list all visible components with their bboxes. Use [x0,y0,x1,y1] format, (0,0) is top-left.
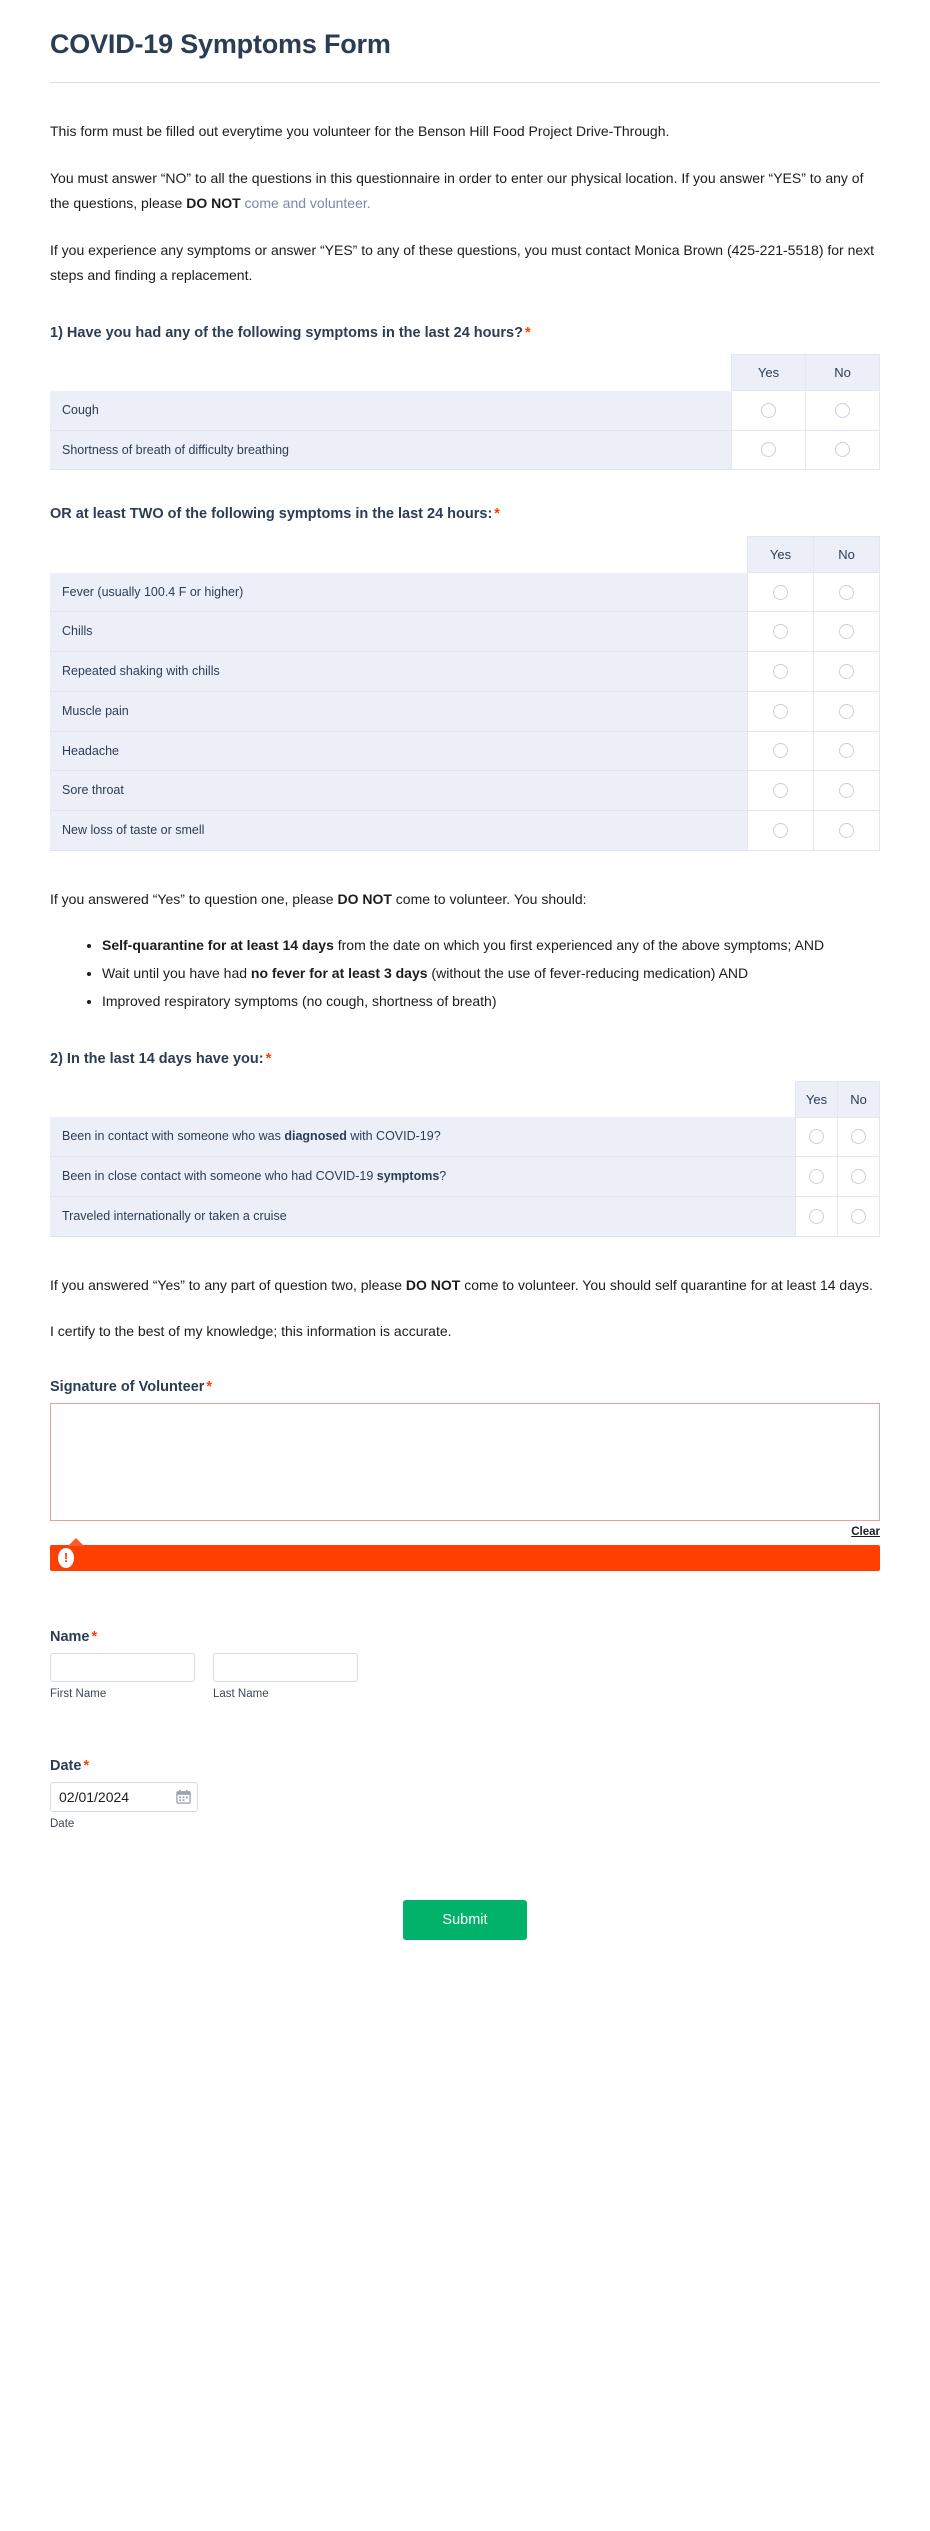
radio-button-icon[interactable] [773,783,788,798]
first-name-group [50,1653,195,1700]
advice-list [50,933,880,1015]
row-label: Fever (usually 100.4 F or higher) [50,573,748,612]
radio-cell-yes[interactable] [748,612,814,652]
matrix-header-row [50,537,880,573]
row-label: Cough [50,391,732,430]
table-row [50,811,880,851]
radio-cell-no[interactable] [814,573,880,612]
question-2-required: * [265,1051,272,1068]
radio-cell-no[interactable] [806,391,880,430]
table-row [50,1157,880,1197]
row-2-pre: Traveled internationally or taken a cruise [62,1208,287,1223]
date-label [50,1758,880,1774]
column-header-no: No [806,355,880,391]
name-fields-row [50,1653,880,1700]
question-1b-label [50,504,880,526]
table-row [50,652,880,692]
table-row [50,573,880,612]
row-label: Repeated shaking with chills [50,652,748,692]
submit-button[interactable]: Submit [403,1900,527,1940]
matrix-header-row [50,355,880,391]
signature-canvas[interactable] [50,1403,880,1521]
radio-cell-yes[interactable] [748,771,814,811]
radio-cell-yes[interactable] [732,391,806,430]
row-0-bold: diagnosed [284,1129,347,1144]
radio-button-icon[interactable] [761,442,776,457]
row-0-post: with COVID-19? [346,1129,441,1144]
calendar-icon[interactable] [176,1789,191,1804]
matrix-corner [50,1081,796,1117]
closing-p1-part-a: If you answered “Yes” to any part of question two, please [50,1276,406,1293]
question-2-matrix [50,1081,880,1237]
clear-signature-button[interactable]: Clear [851,1525,880,1538]
name-required: * [91,1628,98,1645]
question-1-text: 1) Have you had any of the following symptoms in the last 24 hours? [50,324,523,341]
table-row [50,731,880,771]
advice-lead [50,887,880,912]
first-name-input[interactable] [50,1653,195,1682]
date-label-text: Date [50,1757,82,1774]
intro-paragraph-2 [50,166,880,217]
radio-cell-yes[interactable] [796,1157,838,1197]
intro-paragraph-1: This form must be filled out everytime you volunteer for the Benson Hill Food Project Drive-Through. [50,123,670,140]
advice-lead-part-b: come to volunteer. You should: [391,890,587,907]
radio-cell-yes[interactable] [796,1196,838,1236]
radio-button-icon[interactable] [851,1209,866,1224]
row-label: New loss of taste or smell [50,811,748,851]
advice-item-0-rest: from the date on which you first experienced any of the above symptoms; AND [333,937,825,954]
first-name-sublabel: First Name [50,1687,107,1700]
radio-cell-no[interactable] [838,1196,880,1236]
radio-cell-no[interactable] [814,691,880,731]
row-1-post: ? [439,1169,447,1184]
radio-button-icon[interactable] [773,704,788,719]
radio-button-icon[interactable] [773,743,788,758]
row-label: Sore throat [50,771,748,811]
radio-button-icon[interactable] [835,442,850,457]
question-1b-required: * [494,506,500,523]
question-2-text: 2) In the last 14 days have you: [50,1051,264,1068]
row-label: Shortness of breath of difficulty breathing [50,430,732,470]
radio-cell-no[interactable] [838,1117,880,1156]
column-header-yes: Yes [748,537,814,573]
radio-button-icon[interactable] [839,585,854,600]
intro-p2-part-b: come and volunteer. [240,195,371,212]
radio-cell-no[interactable] [814,771,880,811]
signature-label [50,1379,880,1395]
radio-button-icon[interactable] [839,743,854,758]
list-item [102,933,880,959]
row-label: Muscle pain [50,691,748,731]
question-1-matrix [50,354,880,470]
column-header-yes: Yes [732,355,806,391]
radio-button-icon[interactable] [839,664,854,679]
question-1-label [50,323,880,345]
row-label [50,1196,796,1236]
radio-button-icon[interactable] [809,1169,824,1184]
name-label [50,1629,880,1645]
error-caret-icon [68,1538,84,1546]
table-row [50,430,880,470]
list-item [102,989,880,1015]
signature-clear-row [50,1522,880,1540]
radio-button-icon[interactable] [839,823,854,838]
radio-button-icon[interactable] [839,783,854,798]
radio-cell-no[interactable] [814,731,880,771]
list-item [102,961,880,987]
question-1b-matrix [50,536,880,851]
advice-lead-emphasis: DO NOT [337,890,392,907]
radio-cell-yes[interactable] [748,731,814,771]
last-name-group [213,1653,358,1700]
radio-button-icon[interactable] [773,823,788,838]
row-label: Headache [50,731,748,771]
table-row [50,771,880,811]
advice-item-0-bold: Self-quarantine for at least 14 days [102,937,334,954]
matrix-header-row [50,1081,880,1117]
question-1b-text: OR at least TWO of the following symptoms in the last 24 hours: [50,506,493,523]
radio-button-icon[interactable] [773,664,788,679]
row-1-pre: Been in close contact with someone who had COVID-19 [62,1169,377,1184]
radio-button-icon[interactable] [773,624,788,639]
table-row [50,1196,880,1236]
radio-button-icon[interactable] [809,1209,824,1224]
radio-cell-no[interactable] [814,811,880,851]
table-row [50,391,880,430]
signature-label-text: Signature of Volunteer [50,1378,205,1395]
last-name-input[interactable] [213,1653,358,1682]
radio-cell-yes[interactable] [796,1117,838,1156]
date-required: * [83,1757,90,1774]
page-title: COVID-19 Symptoms Form [50,29,391,59]
row-label: Chills [50,612,748,652]
radio-button-icon[interactable] [851,1129,866,1144]
advice-item-1-pre: Wait until you have had [102,965,251,982]
signature-required: * [206,1378,213,1395]
radio-button-icon[interactable] [839,704,854,719]
row-label [50,1157,796,1197]
question-1-required: * [524,324,531,341]
advice-item-2-rest: Improved respiratory symptoms (no cough, shortness of breath) [102,993,497,1010]
submit-row [50,1900,880,1980]
name-label-text: Name [50,1628,90,1645]
date-sublabel: Date [50,1817,75,1830]
radio-cell-no[interactable] [814,652,880,692]
date-field-group [50,1782,198,1830]
advice-item-1-rest: (without the use of fever-reducing medication) AND [427,965,749,982]
closing-paragraph-1 [50,1273,880,1298]
form-header [50,0,880,83]
column-header-yes: Yes [796,1081,838,1117]
last-name-sublabel: Last Name [213,1687,269,1700]
radio-button-icon[interactable] [835,403,850,418]
column-header-no: No [814,537,880,573]
radio-button-icon[interactable] [851,1169,866,1184]
matrix-corner [50,537,748,573]
alert-exclamation-icon: ! [58,1548,74,1568]
radio-cell-no[interactable] [814,612,880,652]
row-label [50,1117,796,1156]
intro-p2-emphasis: DO NOT [186,195,241,212]
question-2-label [50,1049,880,1071]
row-1-bold: symptoms [376,1169,440,1184]
radio-cell-yes[interactable] [732,430,806,470]
advice-lead-part-a: If you answered “Yes” to question one, please [50,890,338,907]
intro-p2-part-a: You must answer “NO” to all the questions in this questionnaire in order to enter our physical location. If you answer “YES” to any of the questions, please [50,169,864,212]
certification-paragraph: I certify to the best of my knowledge; this information is accurate. [50,1323,452,1340]
matrix-corner [50,355,732,391]
signature-error-banner [50,1545,880,1571]
table-row [50,612,880,652]
radio-button-icon[interactable] [809,1129,824,1144]
intro-paragraph-3: If you experience any symptoms or answer “YES” to any of these questions, you must contact Monica Brown (425-221-5518) for next steps and finding a replacement. [50,241,875,284]
column-header-no: No [838,1081,880,1117]
radio-cell-yes[interactable] [748,691,814,731]
advice-item-1-bold: no fever for at least 3 days [250,965,428,982]
radio-cell-no[interactable] [838,1157,880,1197]
table-row [50,1117,880,1156]
radio-button-icon[interactable] [761,403,776,418]
radio-cell-yes[interactable] [748,811,814,851]
radio-cell-no[interactable] [806,430,880,470]
table-row [50,691,880,731]
closing-p1-part-b: come to volunteer. You should self quarantine for at least 14 days. [460,1276,873,1293]
closing-p1-emphasis: DO NOT [405,1276,461,1293]
radio-cell-yes[interactable] [748,573,814,612]
radio-button-icon[interactable] [839,624,854,639]
radio-cell-yes[interactable] [748,652,814,692]
radio-button-icon[interactable] [773,585,788,600]
title-divider [50,82,880,83]
row-0-pre: Been in contact with someone who was [62,1129,285,1144]
